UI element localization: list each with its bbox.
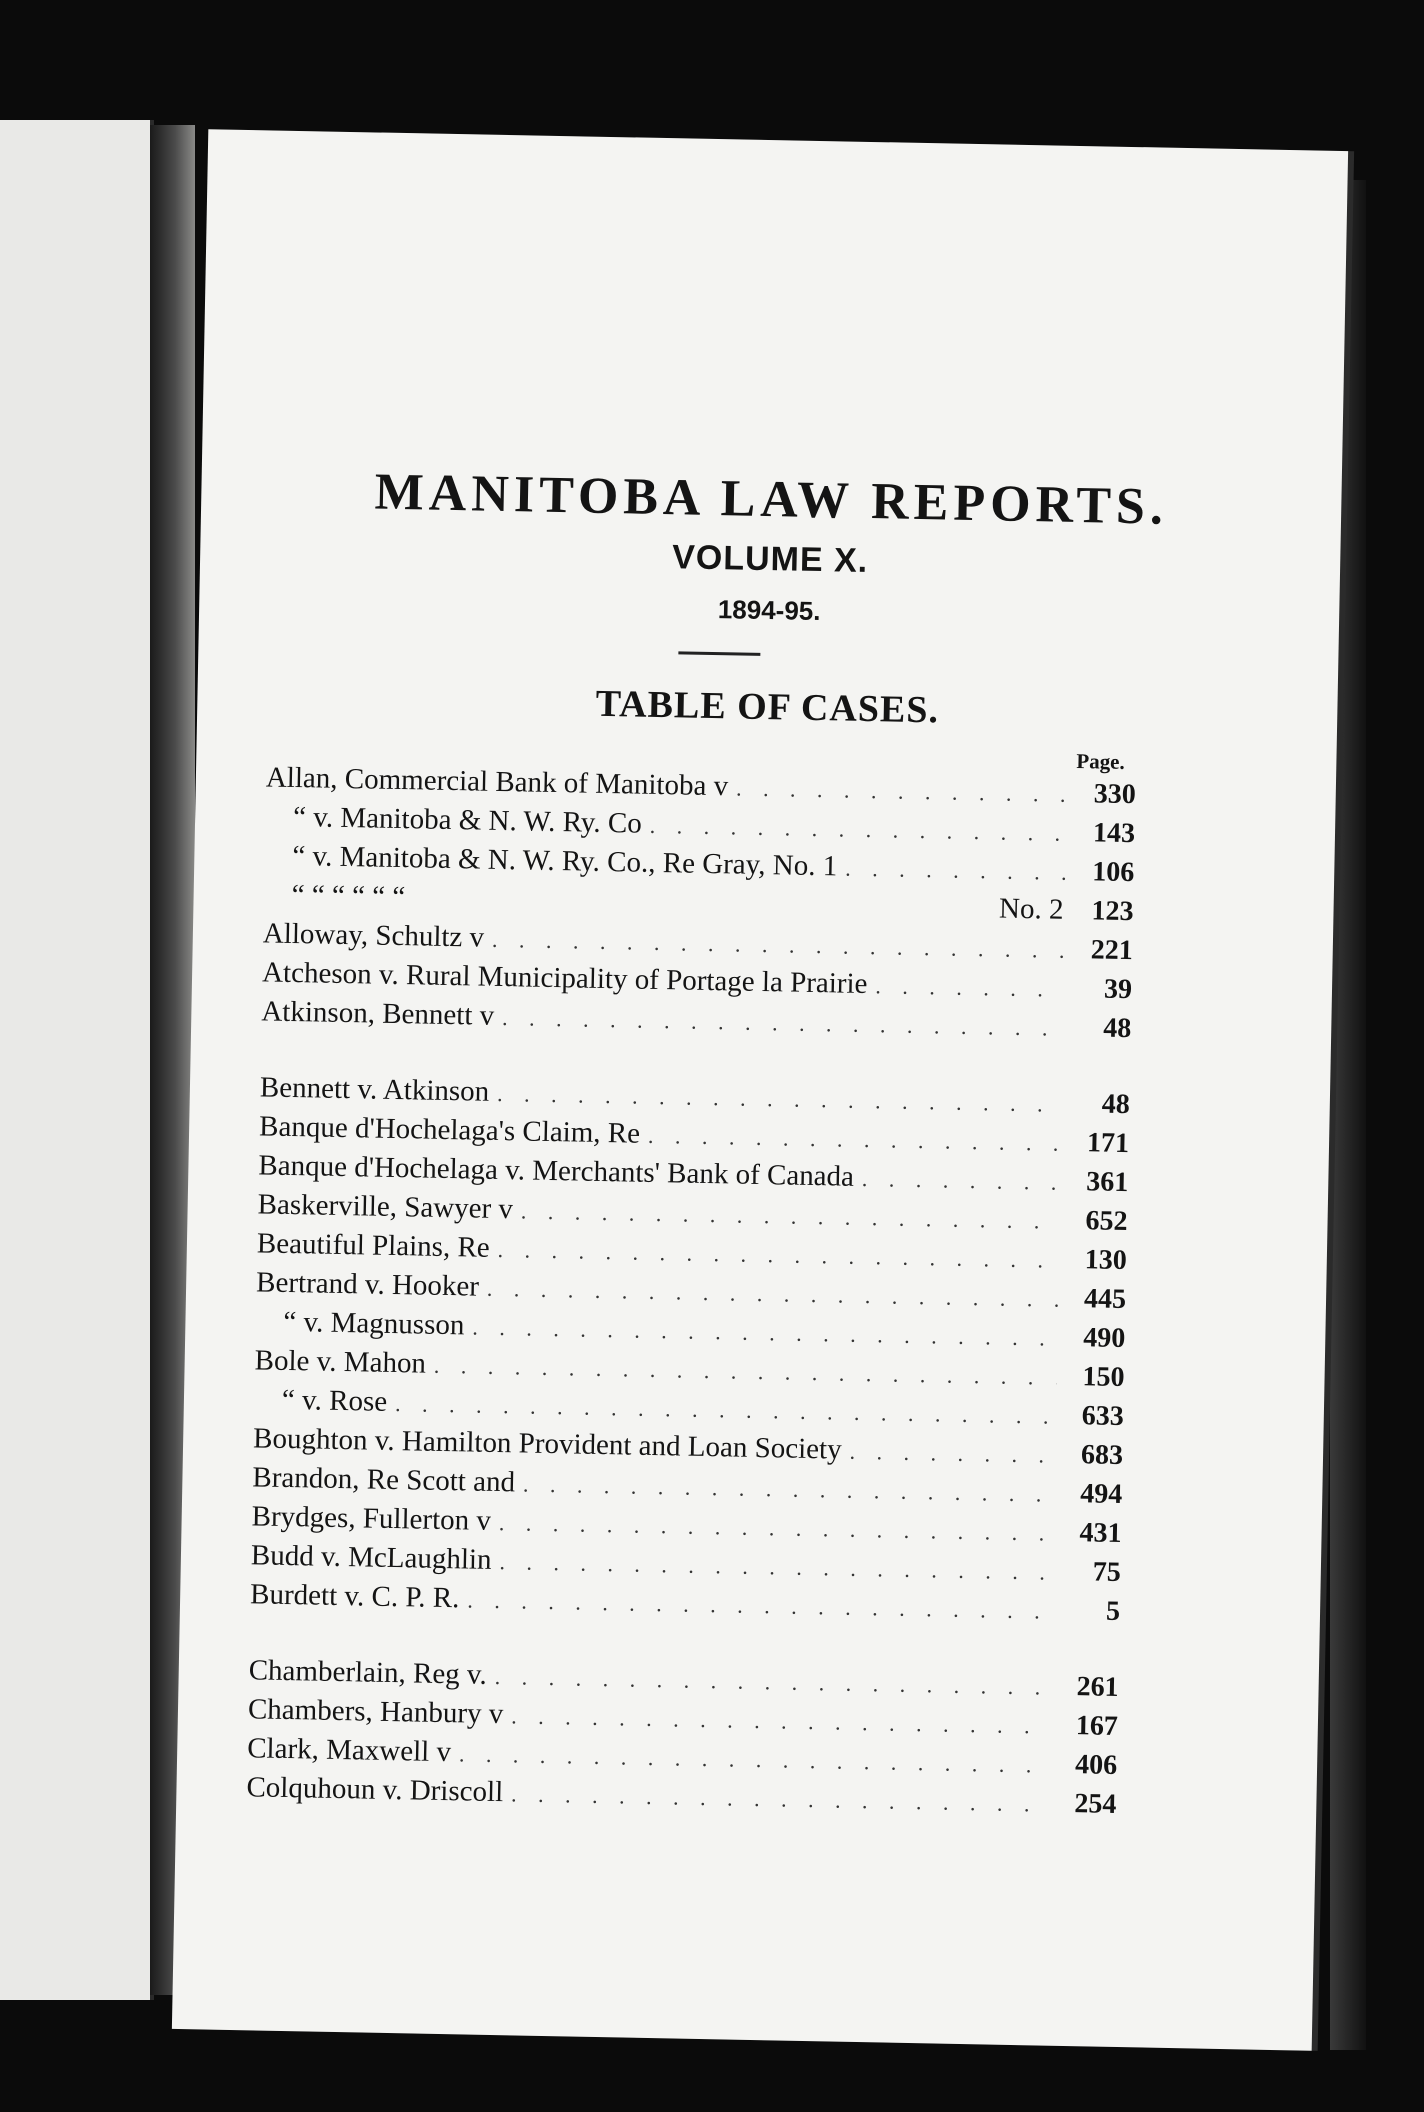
case-page: 5: [1105, 1595, 1121, 1628]
case-page: 431: [1079, 1517, 1122, 1550]
case-page: 633: [1081, 1400, 1125, 1433]
case-name: Budd v. McLaughlin: [250, 1539, 492, 1576]
case-page: 130: [1084, 1244, 1128, 1277]
dot-leader: [875, 966, 1064, 1009]
case-name: “ v. Manitoba & N. W. Ry. Co., Re Gray, No. 1: [292, 839, 838, 883]
case-name: Beautiful Plains, Re: [256, 1227, 491, 1264]
case-name: “ v. Magnusson: [283, 1305, 465, 1342]
case-page: 143: [1092, 817, 1136, 850]
case-name: Burdett v. C. P. R.: [249, 1578, 460, 1615]
section-title: TABLE OF CASES.: [595, 682, 940, 732]
case-page: 261: [1076, 1671, 1119, 1703]
years-label: 1894-95.: [717, 594, 821, 627]
case-page: 330: [1093, 778, 1137, 811]
case-page: 683: [1080, 1439, 1124, 1472]
case-name: Baskerville, Sawyer v: [257, 1188, 514, 1226]
case-name: Colquhoun v. Driscoll: [246, 1771, 504, 1809]
case-name: Allan, Commercial Bank of Manitoba v: [265, 761, 729, 803]
report-title: MANITOBA LAW REPORTS.: [374, 463, 1169, 536]
case-page: 171: [1086, 1127, 1130, 1160]
volume-label: VOLUME X.: [671, 538, 869, 580]
case-page: 75: [1092, 1556, 1122, 1589]
case-page: 48: [1102, 1012, 1132, 1045]
case-name: Banque d'Hochelaga's Claim, Re: [258, 1110, 641, 1150]
case-page: 445: [1083, 1283, 1127, 1316]
dot-leader: [845, 849, 1067, 892]
case-name: Banque d'Hochelaga v. Merchants' Bank of Canada: [258, 1149, 855, 1193]
case-page: 221: [1090, 934, 1134, 967]
case-name: Clark, Maxwell v: [246, 1732, 452, 1769]
case-page: 48: [1101, 1088, 1131, 1121]
case-name: Atcheson v. Rural Municipality of Portage la Prairie: [261, 956, 868, 1001]
case-name: “ v. Rose: [281, 1383, 388, 1418]
case-name: Brydges, Fullerton v: [251, 1500, 492, 1537]
case-name: Chambers, Hanbury v: [247, 1693, 504, 1731]
case-page: 39: [1103, 973, 1133, 1006]
case-page: 406: [1074, 1749, 1118, 1781]
case-page: 361: [1086, 1166, 1129, 1199]
dot-leader: [862, 1159, 1061, 1202]
case-page: 106: [1091, 856, 1135, 889]
case-page: 123: [1091, 895, 1134, 928]
case-name: Boughton v. Hamilton Provident and Loan Society: [252, 1422, 842, 1466]
page-column-label: Page.: [1076, 749, 1126, 774]
dot-leader: [736, 768, 1068, 813]
case-suffix: No. 2: [998, 892, 1064, 926]
dot-leader: [849, 1432, 1055, 1475]
case-name: Alloway, Schultz v: [262, 917, 485, 954]
title-rule: [678, 651, 760, 656]
case-name: Bertrand v. Hooker: [255, 1266, 480, 1303]
case-name: Atkinson, Bennett v: [261, 995, 495, 1032]
case-page: 490: [1083, 1322, 1126, 1355]
case-page: 150: [1082, 1361, 1125, 1394]
case-name: Brandon, Re Scott and: [252, 1461, 516, 1499]
case-page: 494: [1080, 1478, 1123, 1511]
case-name: Bennett v. Atkinson: [259, 1071, 490, 1108]
case-page: 167: [1075, 1710, 1119, 1742]
case-name: “ “ “ “ “ “: [291, 878, 406, 914]
case-page: 254: [1074, 1788, 1117, 1820]
left-page-edge: [0, 120, 154, 2000]
case-name: Bole v. Mahon: [254, 1344, 427, 1380]
case-page: 652: [1085, 1205, 1128, 1238]
case-name: Chamberlain, Reg v.: [248, 1654, 488, 1691]
case-name: “ v. Manitoba & N. W. Ry. Co: [292, 800, 643, 840]
book-page: [172, 129, 1348, 2051]
table-of-cases: [246, 758, 1136, 1824]
